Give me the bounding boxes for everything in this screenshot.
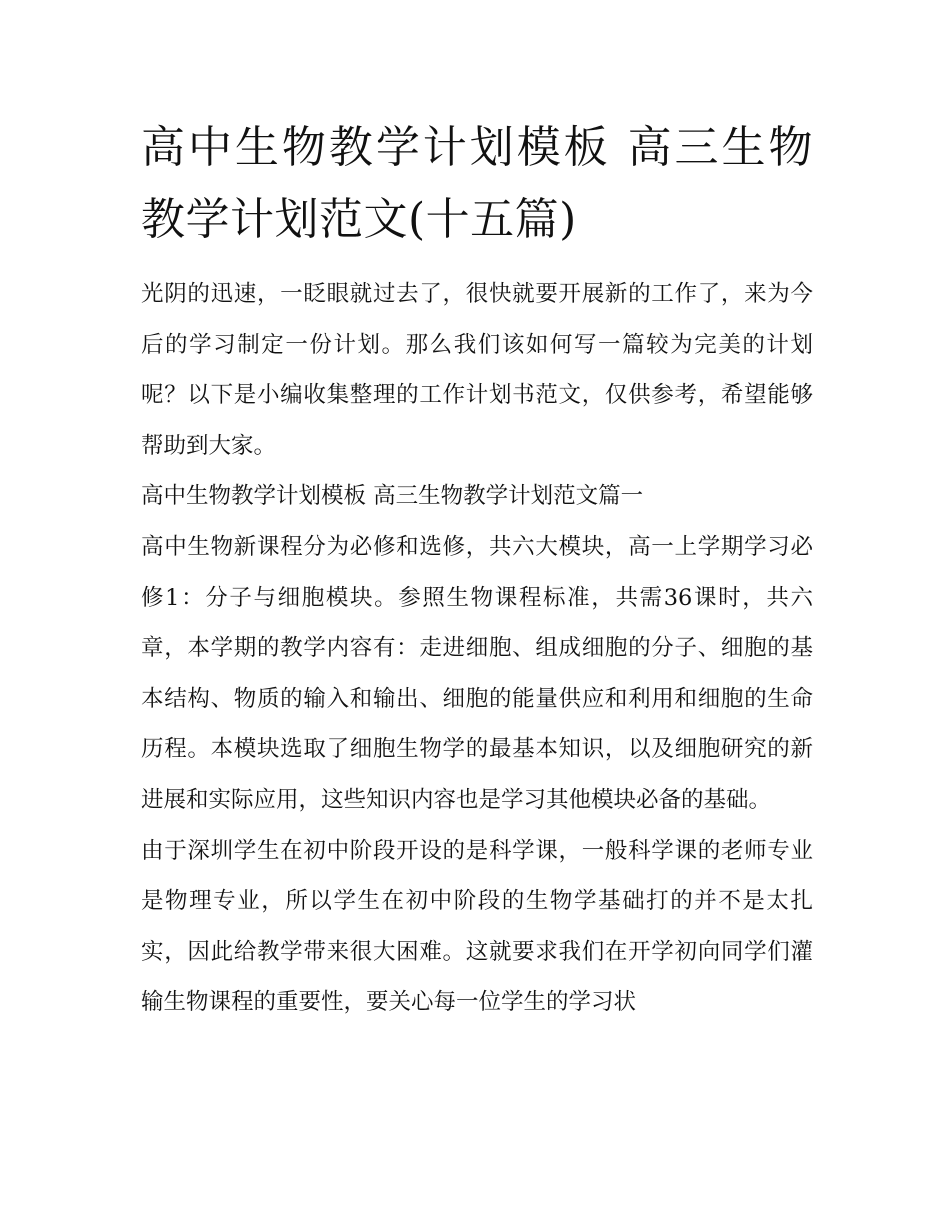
body-paragraph-student-background: 由于深圳学生在初中阶段开设的是科学课，一般科学课的老师专业是物理专业，所以学生在初中阶段的生物学基础打的并不是太扎实，因此给教学带来很大困难。这就要求我们在开学初向同学们灌输生物课程的重要性，要关心每一位学生的学习状 xyxy=(141,837,813,1016)
body-paragraph-course-overview: 高中生物新课程分为必修和选修，共六大模块，高一上学期学习必修1：分子与细胞模块。参照生物课程标准，共需36课时，共六章，本学期的教学内容有：走进细胞、组成细胞的分子、细胞的基本结构、物质的输入和输出、细胞的能量供应和利用和细胞的生命历程。本模块选取了细胞生物学的最基本知识，以及细胞研究的新进展和实际应用，这些知识内容也是学习其他模块必备的基础。 xyxy=(141,533,813,813)
document-page xyxy=(141,112,813,1028)
document-title: 高中生物教学计划模板 高三生物教学计划范文(十五篇) xyxy=(141,122,813,245)
section-heading: 高中生物教学计划模板 高三生物教学计划范文篇一 xyxy=(141,483,644,510)
intro-paragraph: 光阴的迅速，一眨眼就过去了，很快就要开展新的工作了，来为今后的学习制定一份计划。那么我们该如何写一篇较为完美的计划呢？以下是小编收集整理的工作计划书范文，仅供参考，希望能够帮助到大家。 xyxy=(141,281,813,459)
